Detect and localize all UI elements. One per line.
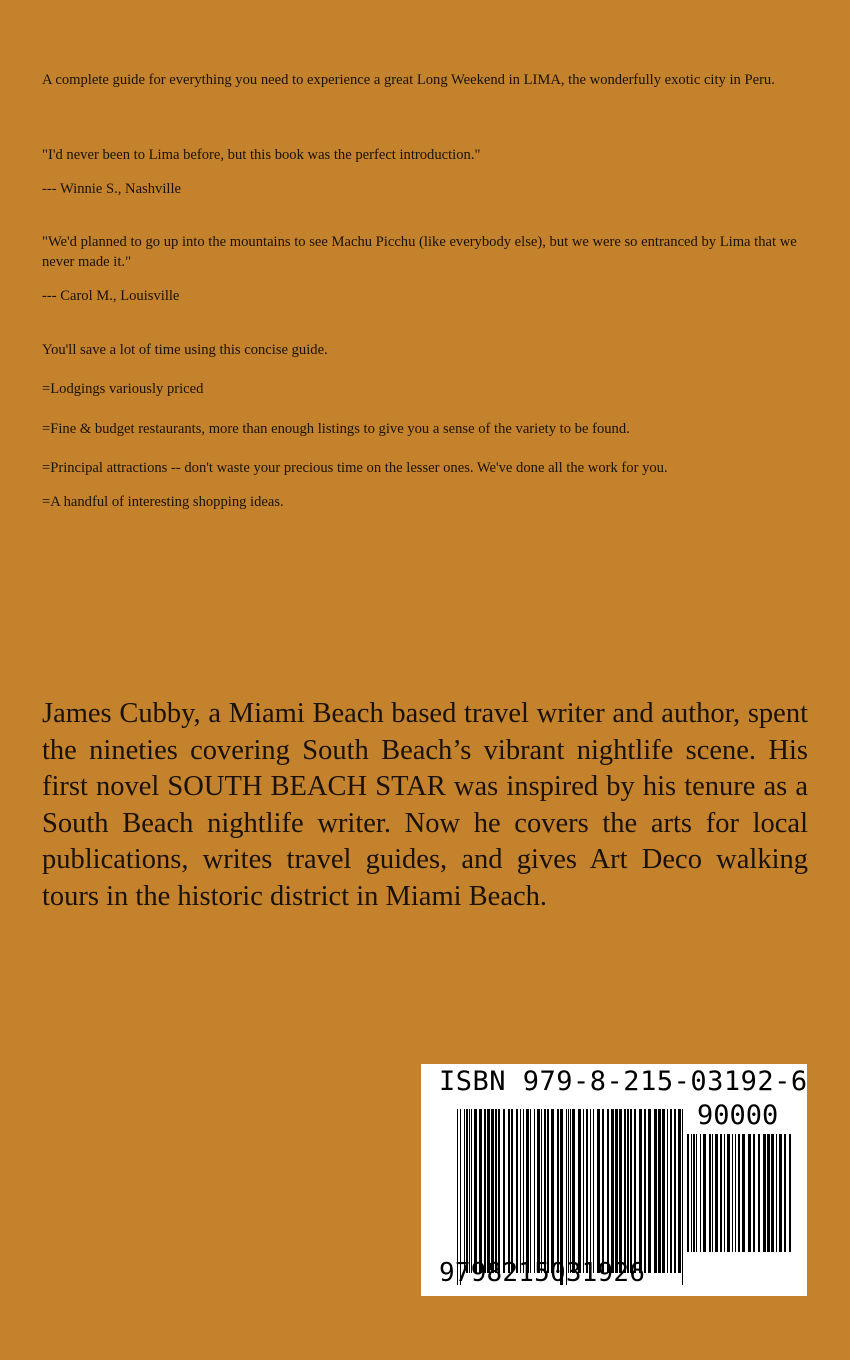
barcode-bar xyxy=(776,1134,777,1252)
barcode-bar xyxy=(570,1109,571,1273)
barcode-bar xyxy=(742,1134,745,1252)
barcode-bar xyxy=(674,1109,676,1273)
author-bio: James Cubby, a Miami Beach based travel writer and author, spent the nineties covering South Beach’s vibrant nightlife scene. His first novel SOUTH BEACH STAR was inspired by his tenure as a South Beach nightlife writer. Now he covers the arts for local publications, writes travel guides, and gives Art Deco walking tours in the historic district in Miami Beach. xyxy=(42,698,808,912)
barcode-bar xyxy=(634,1109,636,1273)
barcode-bar xyxy=(748,1134,751,1252)
barcode-bar xyxy=(724,1134,725,1252)
barcode-bar xyxy=(712,1134,713,1252)
bullet-shopping: =A handful of interesting shopping ideas. xyxy=(42,494,284,510)
barcode-bar xyxy=(495,1109,497,1273)
barcode-bar xyxy=(767,1134,770,1252)
barcode-bar xyxy=(586,1109,588,1273)
barcode-bar xyxy=(703,1134,706,1252)
barcode-bar xyxy=(658,1109,661,1273)
barcode-bar xyxy=(466,1109,468,1273)
barcode-bar xyxy=(682,1109,683,1285)
barcode-bar xyxy=(720,1134,722,1252)
bullet-restaurants: =Fine & budget restaurants, more than enough listings to give you a sense of the variety to be found. xyxy=(42,421,630,437)
quote-1: "I'd never been to Lima before, but this book was the perfect introduction." xyxy=(42,147,481,163)
barcode-bar xyxy=(498,1109,500,1273)
barcode-bar xyxy=(732,1134,733,1252)
bullet-attractions: =Principal attractions -- don't waste your precious time on the lesser ones. We've done all the work for you. xyxy=(42,460,668,476)
barcode-bar xyxy=(624,1109,626,1273)
barcode-bar xyxy=(654,1109,657,1273)
barcode-bar xyxy=(678,1109,681,1273)
barcode-bar xyxy=(572,1109,575,1273)
barcode-bar xyxy=(551,1109,554,1273)
barcode-bar xyxy=(735,1134,736,1252)
barcode-bar xyxy=(583,1109,584,1273)
barcode-bar xyxy=(537,1109,540,1273)
barcode-bar xyxy=(526,1109,529,1273)
barcode-bar xyxy=(644,1109,646,1273)
barcode-bar xyxy=(471,1109,472,1273)
barcode-bar xyxy=(727,1134,730,1252)
barcode-bar xyxy=(474,1109,477,1273)
barcode-bar xyxy=(520,1109,521,1273)
barcode-bar xyxy=(607,1109,609,1273)
intro-text: A complete guide for everything you need to experience a great Long Weekend in LIMA, the wonderfully exotic city in Peru. xyxy=(42,72,775,88)
barcode-bar xyxy=(593,1109,594,1273)
price-code: 90000 xyxy=(697,1100,779,1131)
barcode-bar xyxy=(516,1109,518,1273)
barcode-bar xyxy=(687,1134,689,1252)
barcode-bar xyxy=(696,1134,697,1252)
barcode-bar xyxy=(530,1109,531,1273)
barcode-bar xyxy=(597,1109,600,1273)
barcode-bar xyxy=(627,1109,629,1273)
barcode-bar xyxy=(639,1109,642,1273)
save-time-text: You'll save a lot of time using this concise guide. xyxy=(42,342,328,358)
barcode-bar xyxy=(753,1134,755,1252)
barcode-bar xyxy=(630,1109,632,1273)
attribution-2: --- Carol M., Louisville xyxy=(42,288,180,304)
barcode-bar xyxy=(523,1109,524,1273)
isbn-label: ISBN 979-8-215-03192-6 xyxy=(439,1066,808,1097)
barcode-digits: 9798215031926 xyxy=(439,1258,646,1288)
barcode-bar xyxy=(469,1109,470,1273)
barcode-bar xyxy=(547,1109,549,1273)
barcode-bar xyxy=(611,1109,614,1273)
barcode-bar xyxy=(541,1109,542,1273)
barcode-bar xyxy=(667,1109,668,1273)
barcode-bar xyxy=(615,1109,618,1273)
barcode-bar xyxy=(789,1134,791,1252)
barcode-bar xyxy=(709,1134,711,1252)
barcode-bar xyxy=(771,1134,774,1252)
barcode-bar xyxy=(568,1109,569,1273)
barcode-bar xyxy=(578,1109,581,1273)
barcode-bar xyxy=(763,1134,766,1252)
barcode-bar xyxy=(479,1109,482,1273)
barcode-bar xyxy=(779,1134,782,1252)
barcode-bar xyxy=(662,1109,665,1273)
barcode-bar xyxy=(602,1109,604,1273)
bullet-lodgings: =Lodgings variously priced xyxy=(42,381,204,397)
quote-2: "We'd planned to go up into the mountains to see Machu Picchu (like everybody else), but we were so entranced by Lima that we never made it." xyxy=(42,234,797,270)
barcode-bar xyxy=(648,1109,651,1273)
addon-barcode-bars-icon xyxy=(687,1134,795,1264)
barcode-bar xyxy=(511,1109,513,1273)
barcode-bar xyxy=(487,1109,490,1273)
barcode-bar xyxy=(784,1134,786,1252)
barcode-bar xyxy=(534,1109,535,1273)
barcode-bar xyxy=(484,1109,486,1273)
barcode-bar xyxy=(491,1109,494,1273)
barcode-bar xyxy=(619,1109,622,1273)
isbn-barcode xyxy=(421,1064,807,1296)
barcode-bar xyxy=(464,1109,465,1273)
barcode-bar xyxy=(508,1109,510,1273)
barcode-bar xyxy=(738,1134,740,1252)
barcode-bar xyxy=(693,1134,695,1252)
barcode-bar xyxy=(670,1109,672,1273)
barcode-bar xyxy=(700,1134,701,1252)
barcode-bar xyxy=(691,1134,692,1252)
barcode-bar xyxy=(590,1109,591,1273)
barcode-bar xyxy=(758,1134,760,1252)
barcode-bar xyxy=(503,1109,505,1273)
barcode-bar xyxy=(544,1109,546,1273)
barcode-bar xyxy=(557,1109,559,1273)
attribution-1: --- Winnie S., Nashville xyxy=(42,181,181,197)
barcode-bar xyxy=(715,1134,718,1252)
